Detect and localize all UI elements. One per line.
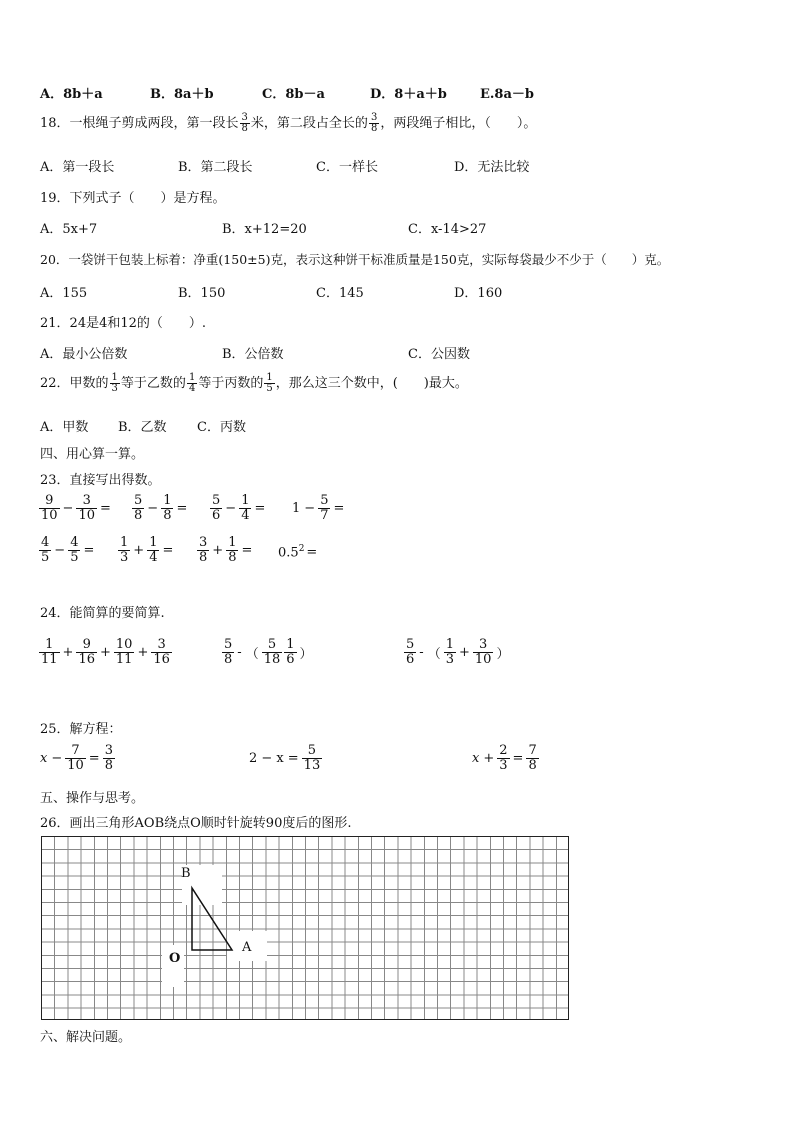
fraction: $\frac{5}{18}$ bbox=[263, 637, 281, 667]
q23-expr-5: $\frac{4}{5}$ − $\frac{4}{5}$ = bbox=[41, 535, 95, 565]
q23-expr-7: $\frac{3}{8}$ + $\frac{1}{8}$ = bbox=[199, 535, 253, 565]
fraction: $\frac{9}{16}$ bbox=[78, 637, 95, 667]
q22-fraction-1: $\frac{1}{3}$ bbox=[111, 371, 118, 394]
question-24-title: 24．能简算的要简算. bbox=[40, 606, 165, 621]
fraction: $\frac{3}{10}$ bbox=[474, 637, 492, 667]
q25-equation-2: 2 − x = $\frac{5}{13}$ bbox=[249, 743, 321, 773]
question-23-title: 23．直接写出得数。 bbox=[40, 473, 161, 488]
q20-option-b: B．150 bbox=[178, 286, 226, 301]
q25-equation-1: x − $\frac{7}{10}$ = $\frac{3}{8}$ bbox=[40, 743, 113, 773]
q22-text-mid1: 等于乙数的 bbox=[120, 376, 186, 391]
q23-expr-4: 1 − $\frac{5}{7}$ = bbox=[292, 493, 345, 523]
fraction: $\frac{5}{7}$ bbox=[320, 493, 329, 523]
fraction: $\frac{7}{10}$ bbox=[67, 743, 84, 773]
q17-option-a: A．8b＋a bbox=[40, 87, 103, 102]
q17-option-b: B．8a＋b bbox=[150, 87, 214, 102]
q18-option-c: C．一样长 bbox=[316, 160, 378, 175]
q17-option-c: C．8b－a bbox=[262, 87, 325, 102]
q18-text-mid: 米，第二段占全长的 bbox=[250, 116, 368, 131]
q23-expr-2: $\frac{5}{8}$ − $\frac{1}{8}$ = bbox=[134, 493, 188, 523]
point-b-label: B bbox=[181, 866, 191, 881]
section-4-heading: 四、用心算一算。 bbox=[40, 447, 145, 462]
q22-fraction-2: $\frac{1}{4}$ bbox=[188, 371, 196, 394]
q25-equation-3: x + $\frac{2}{3}$ = $\frac{7}{8}$ bbox=[472, 743, 537, 773]
fraction: $\frac{5}{6}$ bbox=[212, 493, 221, 523]
question-22 bbox=[40, 372, 468, 395]
fraction: $\frac{4}{5}$ bbox=[70, 535, 79, 565]
point-a-label: A bbox=[242, 940, 252, 955]
fraction: $\frac{4}{5}$ bbox=[41, 535, 50, 565]
q17-option-e: E.8a－b bbox=[480, 87, 534, 102]
fraction: $\frac{1}{11}$ bbox=[41, 637, 58, 667]
q24-expr-3: $\frac{5}{6}$ - （ $\frac{1}{3}$ + $\frac{3}{10}$ ） bbox=[406, 637, 510, 667]
q23-expr-1: $\frac{9}{10}$ − $\frac{3}{10}$ = bbox=[41, 493, 111, 523]
q23-expr-6: $\frac{1}{3}$ + $\frac{1}{4}$ = bbox=[120, 535, 174, 565]
q20-option-a: A．155 bbox=[40, 286, 88, 301]
q19-option-a: A．5x+7 bbox=[40, 222, 98, 237]
q22-text-post: ，那么这三个数中，( )最大。 bbox=[275, 376, 468, 391]
q18-text-pre: 18．一根绳子剪成两段，第一段长 bbox=[40, 116, 239, 131]
q20-option-d: D．160 bbox=[454, 286, 503, 301]
fraction: $\frac{3}{16}$ bbox=[153, 637, 170, 667]
q22-option-c: C．丙数 bbox=[197, 420, 246, 435]
section-6-heading: 六、解决问题。 bbox=[40, 1030, 132, 1045]
q18-fraction-2: $\frac{3}{8}$ bbox=[370, 111, 378, 134]
q24-expr-2: $\frac{5}{8}$ - （ $\frac{5}{18}$ $\frac{1}{6}$ ） bbox=[224, 637, 313, 667]
q18-option-d: D．无法比较 bbox=[454, 160, 530, 175]
q21-option-a: A．最小公倍数 bbox=[40, 347, 128, 362]
q20-option-c: C．145 bbox=[316, 286, 364, 301]
fraction: $\frac{1}{4}$ bbox=[149, 535, 158, 565]
fraction: $\frac{10}{11}$ bbox=[115, 637, 133, 667]
q24-expr-1: $\frac{1}{11}$ + $\frac{9}{16}$ + $\frac{10}{11}$ + $\frac{3}{16}$ bbox=[41, 637, 170, 667]
q22-text-mid2: 等于丙数的 bbox=[198, 376, 264, 391]
fraction: $\frac{1}{8}$ bbox=[163, 493, 172, 523]
q17-option-d: D．8＋a＋b bbox=[370, 87, 447, 102]
q19-option-b: B．x+12=20 bbox=[222, 222, 307, 237]
q22-option-a: A．甲数 bbox=[40, 420, 89, 435]
q22-fraction-3: $\frac{1}{5}$ bbox=[266, 371, 273, 394]
triangle-shape bbox=[192, 888, 232, 950]
question-18 bbox=[40, 112, 536, 135]
fraction: $\frac{1}{3}$ bbox=[120, 535, 129, 565]
q23-expr-3: $\frac{5}{6}$ − $\frac{1}{4}$ = bbox=[212, 493, 266, 523]
fraction: $\frac{3}{10}$ bbox=[78, 493, 95, 523]
q18-option-a: A．第一段长 bbox=[40, 160, 115, 175]
fraction: $\frac{3}{8}$ bbox=[104, 743, 113, 773]
q18-option-b: B．第二段长 bbox=[178, 160, 253, 175]
section-5-heading: 五、操作与思考。 bbox=[40, 791, 145, 806]
fraction: $\frac{1}{8}$ bbox=[228, 535, 237, 565]
question-21: 21．24是4和12的（ ）. bbox=[40, 316, 207, 331]
fraction: $\frac{1}{4}$ bbox=[241, 493, 250, 523]
fraction: $\frac{5}{13}$ bbox=[303, 743, 321, 773]
fraction: $\frac{5}{8}$ bbox=[134, 493, 143, 523]
grid-paper bbox=[41, 836, 569, 1020]
q22-text-pre: 22．甲数的 bbox=[40, 376, 109, 391]
q18-fraction-1: $\frac{3}{8}$ bbox=[241, 111, 248, 134]
q18-text-post: ，两段绳子相比，（ ）。 bbox=[380, 116, 537, 131]
fraction: $\frac{5}{8}$ bbox=[224, 637, 233, 667]
point-o-label: O bbox=[169, 951, 181, 966]
question-20: 20．一袋饼干包装上标着：净重(150±5)克，表示这种饼干标准质量是150克，实际每袋最少不少于（ ）克。 bbox=[40, 252, 670, 267]
triangle-aob bbox=[42, 837, 570, 1021]
q21-option-c: C．公因数 bbox=[408, 347, 470, 362]
question-26: 26．画出三角形AOB绕点O顺时针旋转90度后的图形. bbox=[40, 816, 352, 831]
fraction: $\frac{5}{6}$ bbox=[406, 637, 415, 667]
q22-option-b: B．乙数 bbox=[118, 420, 167, 435]
fraction: $\frac{2}{3}$ bbox=[499, 743, 508, 773]
fraction: $\frac{9}{10}$ bbox=[41, 493, 58, 523]
question-25-title: 25．解方程： bbox=[40, 722, 122, 737]
q23-expr-8: $0.5^2$ = bbox=[278, 544, 318, 561]
question-19: 19．下列式子（ ）是方程。 bbox=[40, 191, 226, 206]
fraction: $\frac{1}{3}$ bbox=[445, 637, 454, 667]
fraction: $\frac{3}{8}$ bbox=[199, 535, 208, 565]
fraction: $\frac{7}{8}$ bbox=[528, 743, 537, 773]
q19-option-c: C．x-14>27 bbox=[408, 222, 487, 237]
q21-option-b: B．公倍数 bbox=[222, 347, 284, 362]
fraction: $\frac{1}{6}$ bbox=[286, 637, 295, 667]
